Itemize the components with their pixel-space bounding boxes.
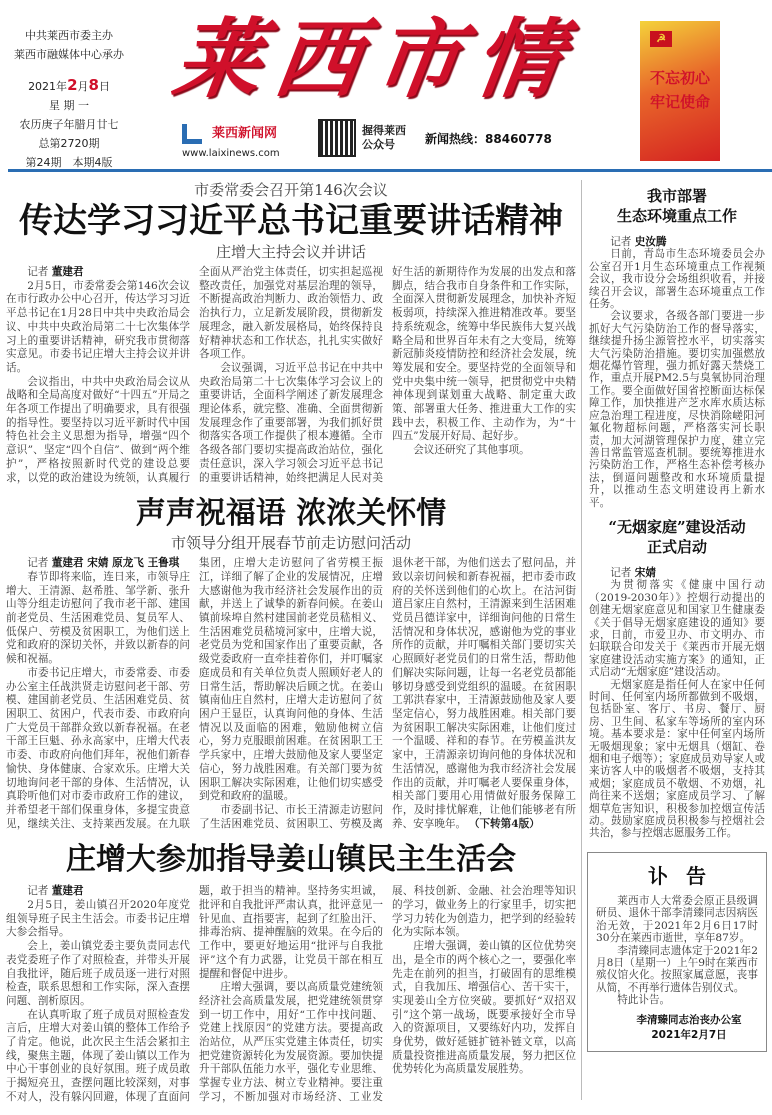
sidebar1-body bbox=[589, 236, 765, 509]
hotline: 新闻热线：88460778 bbox=[425, 132, 552, 146]
article2-subhead: 市领导分组开展春节前走访慰问活动 bbox=[170, 534, 411, 553]
sidebar2 bbox=[587, 517, 767, 840]
article3 bbox=[6, 841, 576, 1104]
issue-date: 2021年2月8日 bbox=[28, 76, 110, 94]
slogan-line-2: 牢记使命 bbox=[649, 93, 710, 111]
sidebar2-body bbox=[589, 567, 765, 840]
obituary-body bbox=[596, 895, 758, 1007]
paragraph: 无烟家庭是指任何人在家中任何时间、任何室内场所都做到不吸烟，包括卧室、客厅、书房、餐厅、厨房、卫生间、私家车等场所的室内环境。基本要求是：家中任何室内场所无吸烟现象；家中无烟具（烟缸、卷烟和电子烟等）；家庭成员劝导家人或来访客人中的吸烟者不吸烟，支持其戒烟；家庭成员不敬烟、不劝烟，礼尚往来不送烟；家庭成员学习、了解烟草危害知识，积极参加控烟宣传活动。鼓励家庭成员积极参与控烟社会共治，参与控烟志愿服务工作。 bbox=[589, 678, 765, 840]
byline: 记者 董建君 bbox=[27, 885, 84, 898]
slogan-banner bbox=[640, 21, 720, 161]
byline: 记者 董建君 bbox=[27, 266, 84, 278]
paragraph: 会议强调，习近平总书记在中共中央政治局第二十七次集体学习会议上的重要讲话，全面科学阐述了新发展理念理论体系，就完整、准确、全面贯彻新发展理念作了重要部署，为我们抓好贯彻落实各项工作提供了根本遵循。全市各级各部门要切实提高政治站位，强化责任意识，深入学习领会习近平总书记的重要讲话精神，始终把满足人民对美好生活的新期待作为发展的出发点和落脚点，结合我市自身条件和工作实际，全面深入贯彻新发展理念，加快补齐短板弱项，持续深入推进精准改革。要坚持系统观念，统筹中华民族伟大复兴战略全局和世界百年未有之大变局，统筹新冠肺炎疫情防控和经济社会发展，统筹发展和安全。要坚持党的全面领导和党中央集中统一领导，把贯彻党中央精神体现到谋划重大战略、制定重大政策、部署重大任务、推进重大工作的实践中去，积极工作、主动作为，为“十四五”发展开好局、起好步。 bbox=[199, 266, 576, 484]
paragraph: 市委副书记、市长王清源走访慰问了生活困难党员、贫困职工、劳模及离退休老干部，为他们送去了慰问品，并致以亲切问候和新春祝福，把市委市政府的关怀送到他们的心坎上。在沽河街道吕家庄自然村，王清源来到生活困难党员吕德详家中，详细询问他的日常生活情况和身体状况，感谢他为党的事业所作的贡献，并叮嘱相关部门要切实关心照顾好老党员们的日常生活，帮助他们解决实际问题，让每一名老党员都能够切身感受到党组织的温暖。在贫困职工郭洪春家中，王清源鼓励他及家人要坚定信心，努力战胜困难。相关部门要为贫困职工解决实际困难，让他们度过一个温暖、祥和的春节。在劳模盖洪友家中，王清源亲切询问他的身体状况和生活情况，感谢他为我市经济社会发展作出的贡献，并叮嘱老人要保重身体，相关部门要用心用情做好服务保障工作，及时排忧解难，让他们能够老有所养、安享晚年。 （下转第4版） bbox=[199, 557, 576, 830]
main-column bbox=[6, 180, 576, 1115]
masthead-divider bbox=[8, 169, 772, 172]
sidebar2-title-line1[interactable]: “无烟家庭”建设活动 bbox=[608, 517, 746, 536]
slogan-line-1: 不忘初心 bbox=[649, 69, 710, 87]
qr-code-icon bbox=[318, 119, 356, 157]
total-issue: 总第2720期 bbox=[38, 137, 100, 150]
paragraph: 庄增大强调，要以高质量党建统领经济社会高质量发展，把党建统领贯穿到一切工作中，用好“工作中找问题、党建上找原因”的党建方法。要提高政治站位，从严压实党建主体责任，切实把党建资源转化为发展资源。要加快提升干部队伍能力水平，强化专业思维、掌握专业方法、树立专业精神。要注重学习，不断加强对市场经济、工业发展、科技创新、金融、社会治理等知识的学习，做业务上的行家里手，切实把学习力转化为创造力，把学到的经验转化为实际本领。 bbox=[199, 885, 576, 1103]
website-name: 莱西新闻网 bbox=[212, 126, 278, 141]
article1 bbox=[6, 180, 576, 485]
article1-body bbox=[6, 266, 576, 485]
website-url[interactable]: www.laixinews.com bbox=[182, 148, 280, 159]
paragraph: 市委书记庄增大，市委常委、市委办公室主任战洪贤走访慰问老干部、劳模、建国前老党员、生活困难党员、贫困职工、贫困户，代表市委、市政府向广大党员干部群众致以新春祝福。在老干部王巨魁、孙永高家中，庄增大代表市委、市政府向他们拜年，祝他们新春愉快、身体健康、合家欢乐。庄增大关切地询问老干部的身体、生活情况，认真聆听他们对市委市政府工作的建议，并希望老干部们保重身体，多提宝贵意见，继续关注、支持莱西发展。在九联集团，庄增大走访慰问了省劳模王振江，详细了解了企业的发展情况，庄增大感谢他为我市经济社会发展作出的贡献，并送上了诚挚的新春问候。在姜山镇前垛埠自然村建国前老党员嵇相义、生活困难党员嵇境河家中，庄增大说，老党员为党和国家作出了重要贡献，各级党委政府一直牵挂着你们，并叮嘱家庭成员和有关单位负责人照顾好老人的日常生活，帮助解决后顾之忧。在姜山镇南仙庄自然村，庄增大走访慰问了贫困户王显臣，认真询问他的身体、生活情况以及面临的困难，勉励他树立信心，努力克服眼前困难。在贫困职工王学兵家中，庄增大鼓励他及家人要坚定信心，努力战胜困难。有关部门要为贫困职工解决实际困难，让他们切实感受到党和政府的温暖。 bbox=[6, 557, 383, 830]
column-divider bbox=[581, 180, 582, 1100]
paragraph: 特此讣告。 bbox=[617, 994, 671, 1007]
paragraph: 为贯彻落实《健康中国行动（2019-2030年）》控烟行动提出的创建无烟家庭意见和国家卫生健康委《关于倡导无烟家庭建设的通知》要求，日前，市爱卫办、市文明办、市妇联联合印发关于《莱西市开展无烟家庭建设活动实施方案》的通知，正式启动“无烟家庭”建设活动。 bbox=[589, 579, 765, 679]
right-column bbox=[587, 186, 767, 1052]
paragraph: 会上，姜山镇党委主要负责同志代表党委班子作了对照检查，并带头开展自我批评，随后班子成员逐一进行对照检查，联系思想和工作实际，深入查摆问题、剖析原因。 bbox=[6, 940, 190, 1007]
byline: 记者 史汝腾 bbox=[610, 236, 667, 248]
publisher: 莱西市融媒体中心承办 bbox=[14, 48, 124, 61]
sidebar1-title-line1[interactable]: 我市部署 bbox=[646, 187, 707, 205]
paragraph: 会议指出，中共中央政治局会议从战略和全局高度对做好“十四五”开局之年各项工作提出了明确要求，具有很强的指导性。要坚持以习近平新时代中国特色社会主义思想为指导，增强“四个意识”、坚定“四个自信”、做到“两个维护”，严格按照新时代党的建设总要求，以党的政治建设为统领，认真履行全面从严治党主体责任，切实担起巡视整改责任，加强党对基层治理的领导，不断提高政治判断力、政治领悟力、政治执行力，立足新发展阶段，贯彻新发展理念，融入新发展格局，始终保持良好精神状态和工作状态，扎扎实实做好各项工作。 bbox=[6, 266, 383, 484]
article2 bbox=[6, 495, 576, 831]
byline: 记者 宋婧 bbox=[610, 566, 656, 579]
obituary-date: 2021年2月7日 bbox=[651, 1028, 727, 1041]
article2-headline[interactable]: 声声祝福语 浓浓关怀情 bbox=[135, 496, 447, 532]
newspaper-logo: 莱西市情 bbox=[167, 9, 583, 110]
paragraph: 春节即将来临，连日来，市领导庄增大、王清源、赵希胜、邹学新、张升山等分组走访慰问了我市老干部、建国前老党员、生活困难党员、复员军人、低保户、劳模及贫困职工，为他们送上党和政府的深切关怀，并致以新春的问候和祝福。 bbox=[6, 570, 190, 666]
hotline-number: 88460778 bbox=[485, 132, 552, 146]
paragraph: 在认真听取了班子成员对照检查发言后，庄增大对姜山镇的整体工作给予了肯定。他说，此次民主生活会紧扣主线，聚焦主题，体现了姜山镇以工作为中心干事创业的良好氛围。班子成员敢于揭短亮丑，查摆问题比较深刻，对事不对人，没有躲闪回避，体现了直面问题，敢于担当的精神。坚持务实坦诚，批评和自我批评严肃认真，批评意见一针见血、直指要害，起到了红脸出汗、排毒治病、提神醒脑的效果。在今后的工作中，要更好地运用“批评与自我批评”这个有力武器，让党员干部在相互提醒和督促中进步。 bbox=[6, 885, 383, 1103]
article1-kicker: 市委常委会召开第146次会议 bbox=[194, 181, 388, 199]
weekday: 星 期 一 bbox=[49, 99, 89, 112]
byline: 记者 董建君 宋婧 原龙飞 王鲁琪 bbox=[27, 557, 180, 570]
article2-body bbox=[6, 557, 576, 831]
article1-subhead: 庄增大主持会议并讲话 bbox=[215, 243, 366, 261]
website-block[interactable] bbox=[182, 122, 312, 162]
sidebar1-title-line2[interactable]: 生态环境重点工作 bbox=[616, 207, 737, 225]
masthead-info bbox=[14, 28, 124, 174]
article3-headline[interactable]: 庄增大参加指导姜山镇民主生活会 bbox=[66, 842, 516, 878]
obituary-title: 讣告 bbox=[648, 863, 724, 888]
paragraph: 李清臻同志遗体定于2021年2月8日（星期一）上午9时在莱西市殡仪馆火化。按照家属意愿，丧事从简，不再举行遗体告别仪式。 bbox=[596, 944, 758, 994]
article3-body bbox=[6, 885, 576, 1104]
sidebar2-title-line2[interactable]: 正式启动 bbox=[646, 537, 707, 556]
sidebar1 bbox=[587, 186, 767, 509]
paragraph: 会议要求，各级各部门要进一步抓好大气污染防治工作的督导落实，继续提升扬尘源管控水平，切实落实大气污染防治措施。要切实加强燃放烟花爆竹管理，强力抓好露天禁烧工作，重点开展PM2.5与臭氧协同治理工作。要全面做好国省控断面达标保障工作，加快推进产芝水库水质达标应急治理工程进度，尽快消除嵯阳河氟化物超标问题，严格落实河长职责，加大河湖管理保护力度，建立完善日常监管巡查机制。要统筹推进水污染防治工作，严格生态补偿考核办法，倒逼问题整改和水环境质量提升，以推动生态文明建设再上新水平。 bbox=[589, 310, 765, 509]
party-flag-icon: ☭ bbox=[650, 31, 672, 47]
paragraph: 2月5日，市委常委会第146次会议在市行政办公中心召开，传达学习习近平总书记在1月28日中共中央政治局会议、中共中央政治局第二十七次集体学习上的重要讲话精神，研究我市贯彻落实意见。市委书记庄增大主持会议并讲话。 bbox=[6, 279, 190, 374]
obituary-signature: 李清臻同志治丧办公室 2021年2月7日 bbox=[596, 1013, 758, 1043]
lunar-date: 农历庚子年腊月廿七 bbox=[19, 118, 119, 131]
paragraph: 2月5日，姜山镇召开2020年度党组领导班子民主生活会。市委书记庄增大参会指导。 bbox=[6, 899, 190, 939]
article1-headline[interactable]: 传达学习习近平总书记重要讲话精神 bbox=[19, 201, 563, 241]
paragraph: 日前，青岛市生态环境委员会办公室召开1月生态环境重点工作视频会议，我市设分会场组织收看，并接续召开会议，部署生态环境重点工作任务。 bbox=[589, 248, 765, 311]
website-logo-icon bbox=[182, 124, 202, 144]
sponsor: 中共莱西市委主办 bbox=[25, 29, 113, 42]
paragraph: 庄增大强调，姜山镇的区位优势突出，是全市的两个核心之一，要强化率先走在前列的担当，打破固有的思维模式，自我加压、增强信心、苦干实干，实现姜山全方位突破。要抓好“双招双引”这个第一战场，既要承接好全市导入的资源项目，又要练好内功，发挥自身优势，做好延链扩链补链文章，以高质量投资推进高质量发展，努力把区位优势转化为高质量发展胜势。 bbox=[392, 940, 576, 1076]
continued-note[interactable]: （下转第4版） bbox=[474, 817, 540, 830]
issue-number: 第24期 本期4版 bbox=[25, 156, 113, 169]
paragraph: 莱西市人大常委会原正县级调研员、退休干部李清臻同志因病医治无效，于2021年2月6日17时30分在莱西市逝世，享年87岁。 bbox=[596, 894, 758, 945]
obituary-box bbox=[587, 852, 767, 1052]
paragraph: 会议还研究了其他事项。 bbox=[413, 444, 530, 457]
wechat-label: 握得莱西公众号 bbox=[362, 124, 406, 151]
